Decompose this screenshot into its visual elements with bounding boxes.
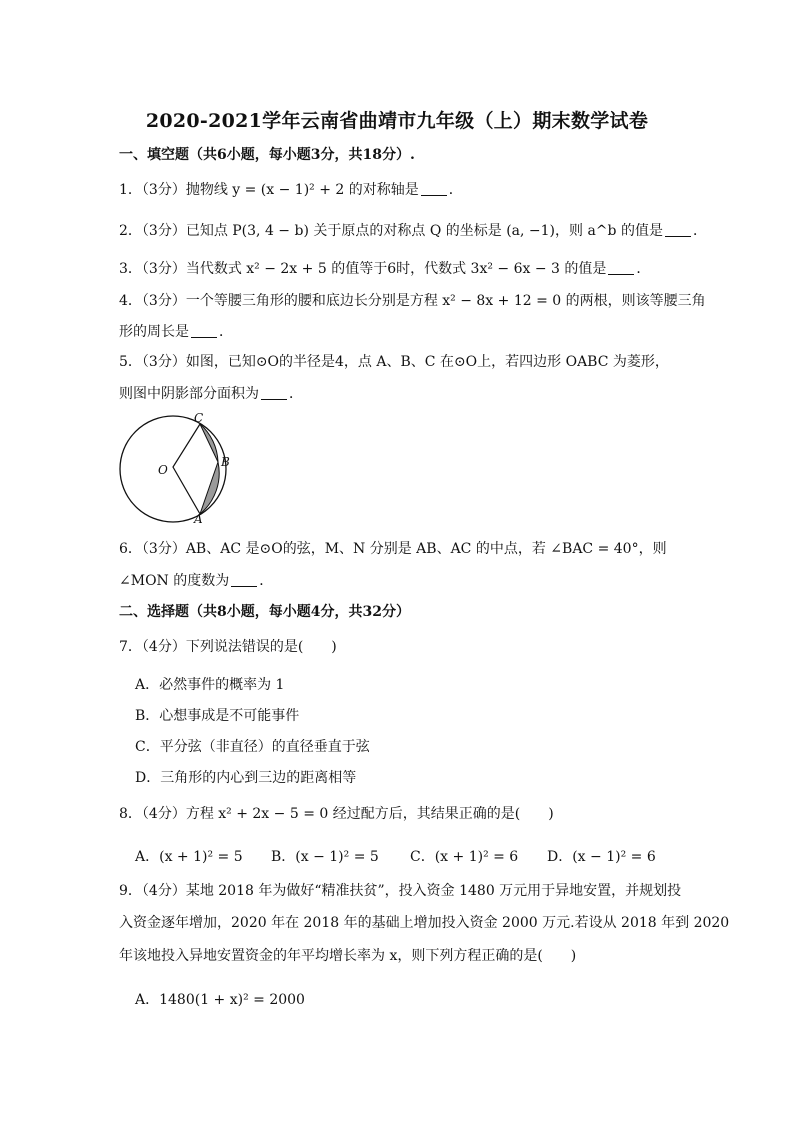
- question-4-line-1: 4．（3分）一个等腰三角形的腰和底边长分别是方程 x² − 8x + 12 = 0 的两根，则该等腰三角: [119, 293, 706, 309]
- question-9-option-a: A．1480(1 + x)² = 2000: [135, 992, 305, 1008]
- question-5-text: 则图中阴影部分面积为: [119, 386, 259, 402]
- question-end-mark: ．: [259, 573, 274, 589]
- label-o: O: [158, 463, 168, 477]
- question-end-mark: ．: [289, 386, 303, 402]
- answer-blank: [261, 385, 287, 400]
- question-8: 8．（4分）方程 x² + 2x − 5 = 0 经过配方后，其结果正确的是( ): [119, 806, 554, 822]
- question-6-text: ∠MON 的度数为: [119, 573, 230, 589]
- label-a: A: [194, 512, 203, 526]
- answer-blank: [665, 222, 691, 237]
- section-heading-choice: 二、选择题（共8小题，每小题4分，共32分）: [119, 604, 410, 620]
- question-1: [119, 181, 463, 199]
- question-end-mark: ．: [636, 261, 651, 277]
- question-1-text: 1．（3分）抛物线 y = (x − 1)² + 2 的对称轴是: [119, 182, 419, 198]
- question-end-mark: ．: [448, 182, 463, 198]
- page-title: 2020-2021学年云南省曲靖市九年级（上）期末数学试卷: [145, 110, 649, 132]
- question-end-mark: ．: [692, 223, 707, 239]
- question-9-line-3: 年该地投入异地安置资金的年平均增长率为 x，则下列方程正确的是( ): [119, 948, 577, 964]
- question-6-line-2: [119, 572, 273, 590]
- question-4-line-2: [119, 323, 233, 341]
- answer-blank: [231, 572, 257, 587]
- question-8-option-c: C．(x + 1)² = 6: [410, 849, 519, 865]
- section-heading-fill-in: 一、填空题（共6小题，每小题3分，共18分）.: [119, 147, 415, 163]
- question-7: 7．（4分）下列说法错误的是( ): [119, 639, 337, 655]
- answer-blank: [608, 260, 634, 275]
- answer-blank: [191, 323, 217, 338]
- label-b: B: [221, 455, 230, 469]
- circle-rhombus-figure: [114, 410, 244, 528]
- question-7-option-a: A．必然事件的概率为 1: [135, 677, 285, 693]
- question-5-line-1: 5．（3分）如图，已知⊙O的半径是4，点 A、B、C 在⊙O上，若四边形 OABC 为菱形，: [119, 354, 669, 370]
- question-8-option-a: A．(x + 1)² = 5: [135, 849, 243, 865]
- question-2: [119, 222, 707, 240]
- question-7-option-c: C．平分弦（非直径）的直径垂直于弦: [135, 739, 370, 755]
- answer-blank: [421, 181, 447, 196]
- rhombus-sides-oc-oa: [173, 424, 200, 514]
- question-6-line-1: 6．（3分）AB、AC 是⊙O的弦，M、N 分别是 AB、AC 的中点，若 ∠BAC = 40°，则: [119, 541, 667, 557]
- question-4-text: 形的周长是: [119, 324, 189, 340]
- question-end-mark: ．: [219, 324, 233, 340]
- question-9-line-1: 9．（4分）某地 2018 年为做好“精准扶贫”，投入资金 1480 万元用于异地安置，并规划投: [119, 883, 682, 899]
- question-8-option-d: D．(x − 1)² = 6: [547, 849, 656, 865]
- question-5-line-2: [119, 385, 303, 403]
- shaded-segment-ba: [200, 462, 219, 514]
- question-7-option-d: D．三角形的内心到三边的距离相等: [135, 770, 357, 786]
- question-7-option-b: B．心想事成是不可能事件: [135, 708, 300, 724]
- circle-o: [120, 416, 226, 522]
- question-3: [119, 260, 650, 278]
- label-c: C: [194, 411, 204, 425]
- question-3-text: 3．（3分）当代数式 x² − 2x + 5 的值等于6时，代数式 3x² − 6x − 3 的值是: [119, 261, 607, 277]
- question-8-option-b: B．(x − 1)² = 5: [271, 849, 379, 865]
- question-2-text: 2．（3分）已知点 P(3, 4 − b) 关于原点的对称点 Q 的坐标是 (a, −1)，则 a^b 的值是: [119, 223, 663, 239]
- question-9-line-2: 入资金逐年增加，2020 年在 2018 年的基础上增加投入资金 2000 万元.若设从 2018 年到 2020: [119, 915, 730, 931]
